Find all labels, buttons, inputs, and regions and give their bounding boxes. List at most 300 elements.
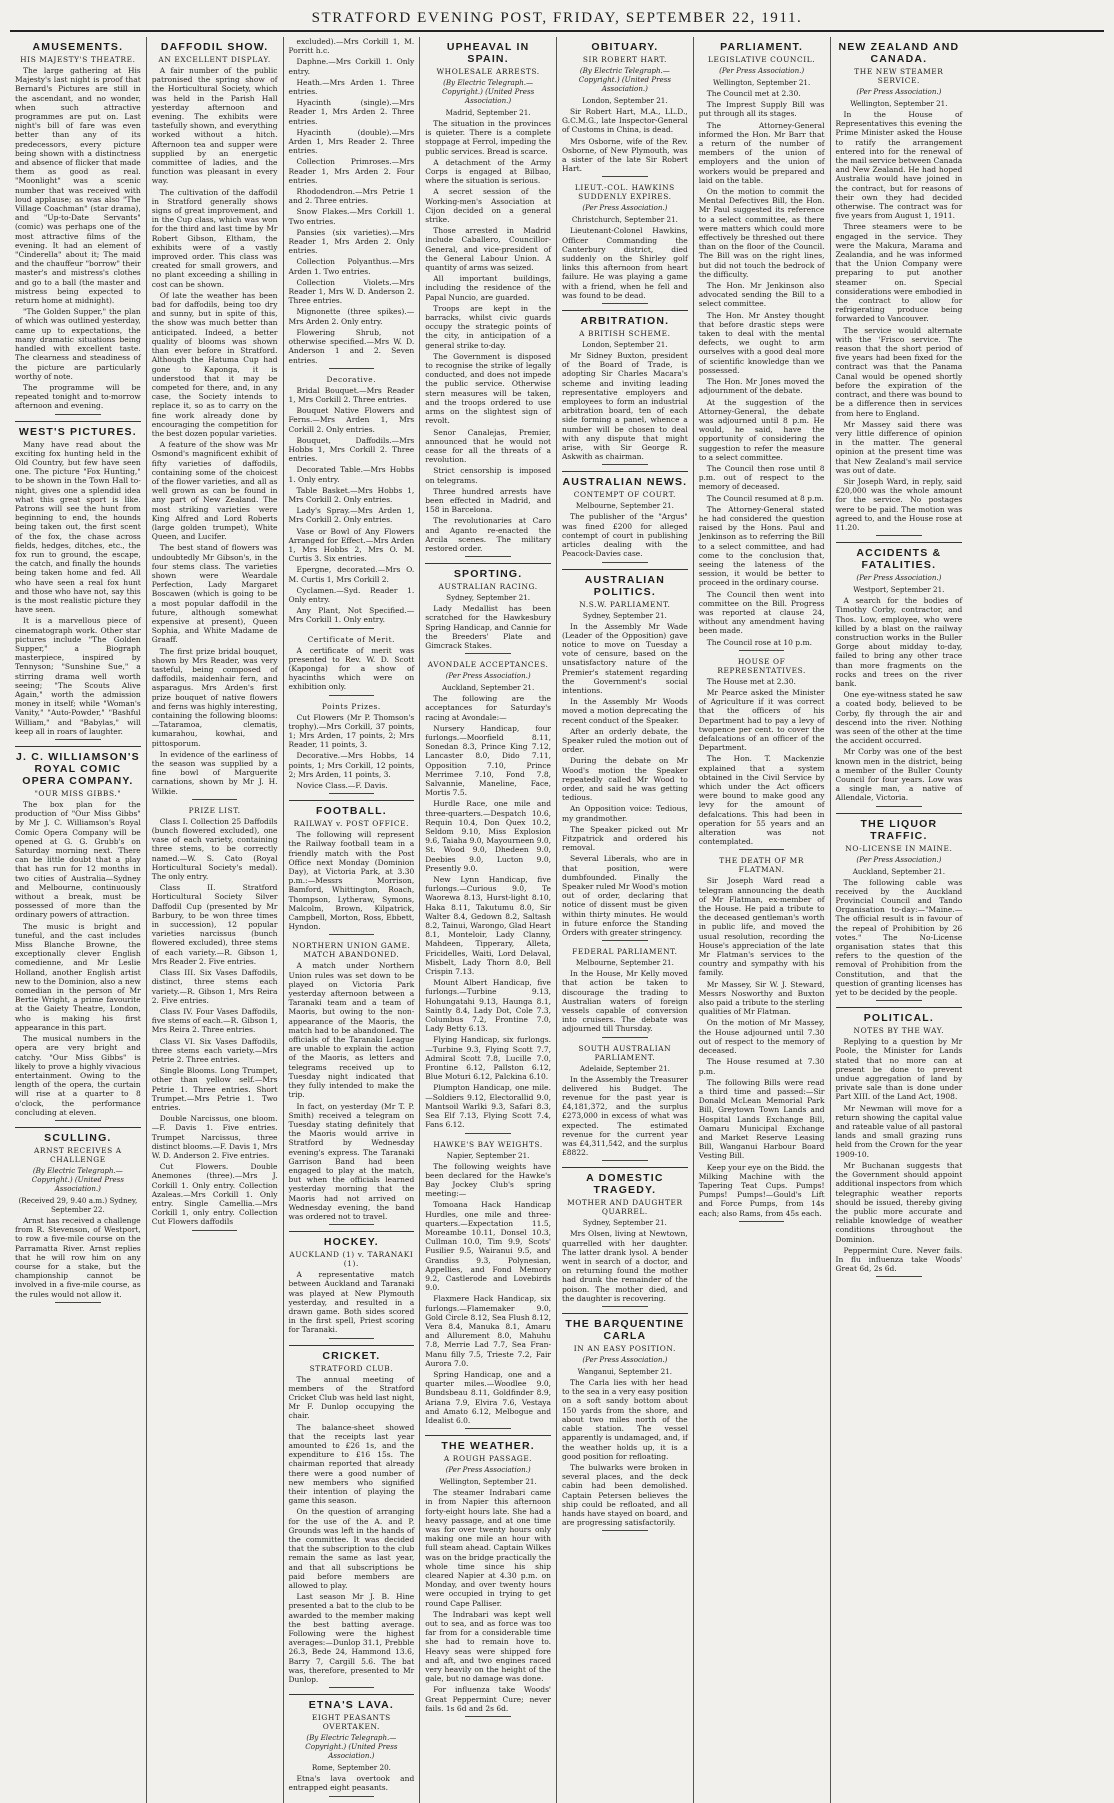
article-headline: AUSTRALIAN POLITICS. (562, 569, 688, 598)
article-paragraph: In the Assembly Mr Wade (Leader of the Opposition) gave notice to move on Tuesday a vote of censure, based on the unsatisfactory nature of the Premier's statement regarding the Government's social intentions. (562, 621, 688, 695)
article-paragraph: The music is bright and tuneful, and the cast includes Miss Blanche Browne, the exceptionally clever English comedienne, and Mr Leslie Holland, another English artist new to the Dominion, also a new comedian in the person of Mr Bertie Wright, a prime favourite at the Gaiety Theatre, London, who is making his first appearance in this part. (15, 921, 141, 1032)
article-source: (By Electric Telegraph.—Copyright.) (United Press Association.) (31, 1165, 124, 1193)
article-dateline: Adelaide, September 21. (579, 1063, 670, 1073)
article (289, 375, 415, 629)
columns-container (10, 37, 1104, 1793)
article (152, 806, 278, 1231)
article-paragraph: Strict censorship is imposed on telegrams. (425, 466, 551, 485)
article-paragraph: The bulwarks were broken in several places, and the deck cabin had been demolished. Captain Petersen believes the ship could be refloated, and all hands have stayed on board, and are progressing satisfactorily. (562, 1462, 688, 1528)
article-paragraph: A secret session of the Working-men's Association at Cijon decided on a general strike. (425, 187, 551, 225)
article-headline: THE BARQUENTINE CARLA (562, 1313, 688, 1342)
article-divider (602, 940, 647, 941)
article-subheading: HIS MAJESTY'S THEATRE. (20, 55, 136, 64)
article-dateline: (Received 29, 9.40 a.m.) Sydney, September 22. (18, 1195, 138, 1214)
article-paragraph: On the motion to commit the Mental Defectives Bill, the Hon. Mr Paul suggested its reference to a select committee, as there were matters which could more effectively be threshed out there than on the floor of the Council. The Bill was on the right lines, but did not touch the bedrock of the difficulty. (698, 187, 825, 279)
article-divider (329, 1224, 374, 1225)
article-paragraph: Single Blooms. Long Trumpet, other than yellow self.—Mrs Petrie 1. Three entries. Short Trumpet.—Mrs Petrie 1. Two entries. (151, 1066, 278, 1112)
article-body (562, 351, 688, 461)
article-dateline: Wellington, September 21. (850, 99, 948, 108)
article-paragraph: It is a marvellous piece of cinematograph work. Other star pictures include "The Golden Supper," a Biograph masterpiece, inspired by Tennyson; "Sunshine Sue," a stirring drama well worth seeing; "The Scouts Alive Again," worth the admission money in itself; while "Woman's Vanity," "Auto-Powder," "Bashful William," and "Babylas," will keep all in roars of laughter. (15, 616, 141, 736)
article-headline: CRICKET. (289, 1345, 415, 1362)
article-paragraph: Sir Robert Hart, M.A., LL.D., G.C.M.G., late Inspector-General of Customs in China, is dead. (562, 107, 688, 135)
article-headline: POLITICAL. (836, 1007, 963, 1024)
article-divider (465, 1716, 510, 1717)
article-divider (329, 1796, 374, 1797)
article-paragraph: Collection Primroses.—Mrs Reader 1, Mrs Arden 2. Four entries. (288, 157, 415, 185)
article-headline: AUSTRALIAN NEWS. (562, 471, 688, 488)
article-paragraph: Flaxmere Hack Handicap, six furlongs.—Flamemaker 9.0, Gold Circle 8.12, Sea Flush 8.12, Vera 8.4, Manuka 8.1, Amaru and Allurement 8.0, Mahuhu 7.8, Merrie Lad 7.7, Sea Fran-Manu filly 7.5, Trieste 7.2, Fair Aurora 7.0. (425, 1294, 551, 1368)
article-paragraph: Bouquet, Daffodils.—Mrs Hobbs 1, Mrs Corkill 2. Three entries. (288, 435, 415, 464)
article-subheading: FEDERAL PARLIAMENT. (572, 947, 678, 957)
article-divider (329, 793, 374, 794)
article-paragraph: The Hon. Mr Jenkinson also advocated sending the Bill to a select committee. (698, 281, 825, 309)
article (289, 1231, 415, 1338)
article-paragraph: A representative match between Auckland and Taranaki was played at New Plymouth yesterday, and resulted in a drawn game. Both sides scored in the first spell, Priest scoring for Taranaki. (288, 1270, 415, 1335)
article-divider (55, 739, 100, 740)
article-paragraph: A search for the bodies of Timothy Corby, contractor, and Thos. Low, employee, who were killed by a blast on the railway construction works in the Buller Gorge about midday to-day, failed to bring any other trace than more fragments on the rocks and trees on the river bank. (835, 596, 963, 688)
article-divider (465, 1428, 510, 1429)
article-body (562, 1229, 688, 1303)
article-headline: THE WEATHER. (425, 1435, 551, 1452)
article-paragraph: The Hon. Mr Anstey thought that before drastic steps were taken to deal with the mental defects, we ought to arm ourselves with a good deal more of scientific knowledge than we possessed. (698, 310, 825, 375)
article-paragraph: Sir Joseph Ward, in reply, said £20,000 was the whole amount for the service. No postages were to be paid. The motion was agreed to, and the House rose at 11.20. (835, 476, 963, 532)
article-headline: OBITUARY. (591, 41, 659, 53)
article-divider (329, 1338, 374, 1339)
article (562, 1044, 688, 1162)
article-subheading: WHOLESALE ARRESTS. (436, 67, 540, 76)
article-divider (602, 1530, 647, 1531)
article-paragraph: Flying Handicap, six furlongs.—Turbine 9.3, Flying Scott 7.7, Admiral Scott 7.8, Lucille 7.0, Frontine 6.12, Pallston 6.12, Blue Moturi 6.12, Palckina 6.10. (425, 1035, 551, 1082)
article-divider (192, 799, 237, 800)
article-dateline: London, September 21. (582, 340, 668, 350)
article-paragraph: The publisher of the "Argus" was fined £200 for alleged contempt of court in publishing articles dealing with the Peacock-Davies case. (562, 512, 688, 559)
article-divider (329, 628, 374, 629)
article-source: (Per Press Association.) (582, 203, 668, 213)
article-paragraph: In fact, on yesterday (Mr T. P. Smith) received a telegram on Tuesday stating definitely that the Maoris would arrive in Stratford by Wednesday evening's express. The Taranaki Garrison Band had been engaged to play at the match, but when the officials learned yesterday morning that the Maoris had not arrived on Wednesday evening, the band was ordered not to travel. (288, 1101, 415, 1221)
article-source: (Per Press Association.) (856, 573, 942, 583)
article (15, 41, 141, 415)
article-dateline: Sydney, September 21. (582, 1218, 667, 1228)
article (152, 41, 278, 800)
article-paragraph: Collection Polyanthus.—Mrs Arden 1. Two entries. (288, 257, 415, 276)
article-paragraph: New Lynn Handicap, five furlongs.—Curious 9.0, Te Waorewa 8.13, Hurst-light 8.10, Haka 8.11, Takutumu 8.0, Sir Walter 8.4, Gedown 8.2, Saltash 8.2, Tainui, Warongo, Glad Heart 8.1, Monteloir, Lady Clanny, Mahdeen, Tipperary, Alleta, Fricidelles, Waiti, Lord Delaval, Misbelt, Lady Thorn 8.0, Bell Crispin 7.13. (425, 875, 551, 977)
article-divider (55, 1120, 100, 1121)
article-subheading: PRIZE LIST. (188, 805, 241, 815)
article-dateline: Madrid, September 21. (445, 108, 531, 117)
article (836, 813, 963, 1002)
article-paragraph: Last season Mr J. B. Hine presented a bat to the club to be awarded to the member making the best batting average. Following were the highest averages:—Dunlop 31.1, Prebble 26.3, Bede 24, Hammond 13.6, Barry 7, Cargill 5.6. The bat was, therefore, presented to Mr Dunlop. (288, 1592, 415, 1685)
column-4 (420, 37, 557, 1803)
article-subheading: Points Prizes. (321, 701, 381, 711)
article-divider (192, 1230, 237, 1231)
article-dateline: Melbourne, September 21. (575, 501, 674, 511)
article-paragraph: Hyacinth (single).—Mrs Reader 1, Mrs Arden 2. Three entries. (288, 98, 415, 126)
article-divider (329, 695, 374, 696)
article-paragraph: Lady Medallist has been scratched for the Hawkesbury Spring Handicap, and Cannie for the Breeders' Plate and Gimcrack Stakes. (425, 604, 551, 650)
article-headline: SCULLING. (15, 1127, 141, 1144)
article-divider (602, 303, 647, 304)
column-2 (147, 37, 284, 1803)
article-paragraph: Decorated Table.—Mrs Hobbs 1. Only entry. (288, 465, 415, 484)
article-source: (Per Press Association.) (856, 854, 942, 864)
article-paragraph: The Hon. Mr Jones moved the adjournment of the debate. (698, 377, 825, 396)
article-paragraph: Daphne.—Mrs Corkill 1. Only entry. (288, 57, 415, 76)
article-paragraph: Mr Massey said there was very little difference of opinion in the matter. The general opinion at the present time was that New Zealand's mail service was out of date. (835, 419, 963, 475)
article-paragraph: Sir Joseph Ward read a telegram announcing the death of Mr Flatman, ex-member of the House. He paid a tribute to the deceased gentleman's worth in public life, and moved the usual resolution, recording the House's appreciation of the late Mr Flatman's services to the country and sympathy with his family. (698, 876, 825, 978)
article-paragraph: Mrs Olsen, living at Newtown, quarrelled with her daughter. The latter drank lysol. A bender went in search of a doctor, and on returning found the mother had drunk the remainder of the poison. The mother died, and the daughter is recovering. (562, 1229, 688, 1303)
article-paragraph: Several Liberals, who are in that position, were dumbfounded. Finally the Speaker ruled Mr Wood's motion out of order, declaring that notice of dissent must be given within thirty minutes. He would in future enforce the Standing Orders with greater stringency. (562, 854, 688, 937)
article-body (425, 694, 551, 1129)
article-paragraph: The Government is disposed to recognise the strike of legally conducted, and does not impede the public service. Otherwise stern measures will be taken, and the troops ordered to use arms on the slightest sign of revolt. (425, 351, 551, 426)
article-paragraph: A detachment of the Army Corps is engaged at Bilbao, where the situation is serious. (425, 157, 551, 186)
article-body (289, 646, 415, 692)
article-dateline: Christchurch, September 21. (571, 215, 678, 225)
article-subheading: NORTHERN UNION GAME. MATCH ABANDONED. (292, 941, 411, 960)
article-source: (By Electric Telegraph.—Copyright.) (United Press Association.) (305, 1733, 398, 1761)
article-divider (602, 1160, 647, 1161)
article-paragraph: Class VI. Six Vases Daffodils, three stems each variety.—Mrs Petrie 2. Three entries. (151, 1036, 278, 1064)
article (289, 1694, 415, 1796)
article-paragraph: Keep your eye on the Bidd. the Milking Machine with the Tapering Teat Cups. Pumps! Pumps! Pumps!—Gould's Lift and Force Pumps, from 14s each; also Rams, from 45s each. (698, 1162, 825, 1218)
article-paragraph: Many have read about the exciting fox hunting held in the Old Country, but few have seen one. The picture "Fox Hunting," to be shown in the Town Hall to-night, gives one a splendid idea what this great sport is like. Patrons will see the hunt from beginning to end, the hounds being taken out, the first scent of the fox, the chase across fields, hedges, ditches, etc., the fox run to ground, the escape, the catch, and finally the hounds being taken home and fed. All who have seen a real fox hunt and those who have not, say this is the most realistic picture they have seen. (15, 439, 141, 615)
article-subheading: IN AN EASY POSITION. (573, 1344, 676, 1354)
article-body (836, 1037, 963, 1273)
article (699, 41, 825, 651)
article-paragraph: In evidence of the earliness of the season was supplied by a fine bowl of Marguerite carnations, shown by Mr J. H. Wilkie. (151, 749, 278, 796)
article-dateline: Napier, September 21. (446, 1150, 530, 1160)
article-paragraph: Hurdle Race, one mile and three-quarters.—Despatch 10.6, Requin 10.4, Don Quex 10.2, Seldom 9.10, Miss Explosion 9.6, Taiaha 9.0, Mayourneen 9.0, St. Wood 9.0, Dhedeen 9.0, Deebies 9.0, Lucton 9.0, Presently 9.0. (425, 799, 551, 873)
article-paragraph: A match under Northern Union rules was set down to be played on Victoria Park yesterday afternoon between a Taranaki team and a team of Maoris, but owing to the non-appearance of the Maoris, the match had to be abandoned. The officials of the Taranaki League are unable to explain the action of the Maoris, as letters and telegrams received up to Tuesday night indicated that they fully intended to make the trip. (288, 961, 415, 1100)
article-paragraph: Tomoana Hack Handicap Hurdles, one mile and three-quarters.—Expectation 11.5, Moreambe 10.11, Donsel 10.3, Cullman 10.0, Tim 9.9, Scots' Fusilier 9.5, Wairanui 9.5, and Grandiss 9.3, Polynesian, Appellies, and Fond Memory 9.2, Castlerode and Lovebirds 9.0. (425, 1200, 551, 1293)
article-source: (Per Press Association.) (856, 87, 942, 96)
article-source: (Per Press Association.) (719, 66, 805, 75)
article-body (699, 89, 825, 647)
article-paragraph: Mount Albert Handicap, five furlongs.—Turbine 9.13, Hohungatahi 9.13, Haunga 8.1, Saintly 8.4, Lady Dot, Cole 7.3, Columbus 7.2, Frontine 7.0, Lady Betty 6.13. (425, 978, 551, 1034)
article-paragraph: The Council resumed at 8 p.m. (706, 493, 824, 503)
article-paragraph: Vase or Bowl of Any Flowers Arranged for Effect.—Mrs Arden 1, Mrs Hobbs 2, Mrs O. M. Curtis 3. Six entries. (288, 526, 415, 564)
article (562, 310, 688, 465)
article-paragraph: The Speaker picked out Mr Fitzpatrick and ordered his removal. (562, 824, 688, 853)
column-3 (284, 37, 421, 1803)
article (836, 542, 963, 806)
article-paragraph: The large gathering at His Majesty's last night is proof that Bernard's Pictures are still in the ascendant, and no wonder, when such attractive programmes are put on. Last night's bill of fare was even better than any of its predecessors, every picture being shown with a distinctness and absence of flicker that made them as good as real. "Moonlight" was a scenic number that was received with loud applause; as was also "The Village Coachman" (star drama), and "Up-to-Date Servants" (comic) was perhaps one of the most attractive films of the evening. It had an element of "Cinderella" about it; The maid and the chauffeur "borrow" their master's and mistress's clothes and go to a ball (the master and mistress being expected to return home at midnight). (15, 66, 141, 306)
article-subheading: THE DEATH OF MR FLATMAN. (719, 856, 804, 875)
article (699, 856, 825, 1221)
article-paragraph: The situation in the provinces is quieter. There is a complete stoppage at Ferrol, impeding the public services. Bread is scarce. (425, 119, 551, 156)
article-paragraph: "The Golden Supper," the plan of which was outlined yesterday, came up to expectations, the many dramatic situations being handled with excellent taste. The clearness and steadiness of the picture are particularly worthy of note. (15, 307, 141, 381)
article (289, 635, 415, 696)
article-headline: UPHEAVAL IN SPAIN. (446, 41, 530, 65)
article-subheading: MOTHER AND DAUGHTER QUARREL. (567, 1198, 683, 1217)
article-dateline: Sydney, September 21. (446, 593, 531, 603)
article-paragraph: An Opposition voice: Tedious, my grandmother. (562, 804, 688, 823)
article-paragraph: A fair number of the public patronised the spring show of the Horticultural Society, which was held in the Parish Hall yesterday afternoon and evening. The exhibits were tastefully shown, and everything worked without a hitch. Afternoon tea and supper were supplied by an energetic committee of ladies, and the function was pleasant in every way. (151, 66, 278, 186)
article-paragraph: Class IV. Four Vases Daffodils, five stems of each.—R. Gibson 1, Mrs Reira 2. Three entries. (151, 1006, 278, 1035)
article-paragraph: The House resumed at 7.30 p.m. (698, 1057, 825, 1076)
article-dateline: Auckland, September 21. (852, 866, 946, 876)
article-paragraph: Mr Sidney Buxton, president of the Board of Trade, is adopting Sir Charles Macara's scheme and inviting leading representative employers and employees to form an industrial arbitration board, ten of each side forming a panel, whence a number will be chosen to deal with any dispute that might arise, with Sir George R. Askwith as chairman. (562, 351, 688, 462)
article-divider (465, 653, 510, 654)
article-paragraph: The cultivation of the daffodil in Stratford generally shows signs of great improvement, and in the Cup class, which was won for the third and last time by Mr Robert Gibson, Eltham, the exhibits were of a vastly improved order. This class was created for small growers, and no plant exceeding a shilling in cost can be shown. (151, 187, 278, 289)
article (836, 41, 963, 536)
article-body (152, 66, 278, 796)
article-paragraph: Peppermint Cure. Never fails. In flu influenza take Woods' Great 6d, 2s 6d. (835, 1245, 963, 1274)
article-subheading: NO-LICENSE IN MAINE. (845, 843, 953, 853)
article-subheading: THE NEW STEAMER SERVICE. (854, 67, 944, 85)
article-body (15, 66, 141, 411)
article (425, 660, 551, 1133)
article-paragraph: The Attorney-General stated he had considered the question raised by the Hons. Paul and Jenkinson as to referring the Bill to a select committee, and had come to the conclusion that, seeing the lateness of the session, it would be better to proceed in the ordinary course. (698, 504, 825, 588)
article-headline: HOCKEY. (289, 1231, 415, 1248)
article (562, 183, 688, 304)
article-paragraph: Three steamers were to be engaged in the service. They were the Makura, Marama and Zealandia, and he was informed that the Union Company were preparing to put another steamer on. Special considerations were embodied in the contract to allow for refrigerating produce being forwarded to Vancouver. (835, 222, 963, 324)
article-paragraph: The Council rose at 10 p.m. (706, 637, 812, 647)
article (562, 41, 688, 177)
article (699, 657, 825, 851)
article (425, 1435, 551, 1717)
article-headline: PARLIAMENT. (720, 41, 804, 53)
article-paragraph: Mr Newman will move for a return showing the capital value and rateable value of all pastoral lands and small grazing runs held from the Crown for the year 1909-10. (835, 1103, 963, 1159)
article-paragraph: The Carla lies with her head to the sea in a very easy position on a soft sandy bottom about 150 yards from the shore, and about two miles north of the cable station. The vessel apparently is undamaged, and, if the weather holds up, it is a good position for refloating. (562, 1378, 688, 1461)
article-paragraph: Lady's Spray.—Mrs Arden 1, Mrs Corkill 2. Only entries. (288, 506, 415, 525)
article-subheading: HAWKE'S BAY WEIGHTS. (433, 1139, 543, 1149)
article-divider (55, 1302, 100, 1303)
article-paragraph: The box plan for the production of "Our Miss Gibbs" by Mr J. C. Williamson's Royal Comic Opera Company will be opened at G. G. Grubb's on Saturday morning next. There can be little doubt that a play that has run for 12 months in two cities of Australia—Sydney and Melbourne, continuously without a break, must be possessed of more than the ordinary powers of attraction. (15, 800, 141, 920)
article-divider (55, 414, 100, 415)
article-body (289, 1375, 415, 1685)
article-divider (876, 535, 922, 536)
article-paragraph: Mr Buchanan suggests that the Government should appoint additional inspectors from which telegraphic weather reports should be issued, thereby giving the public more accurate and reliable knowledge of weather conditions throughout the Dominion. (835, 1160, 963, 1244)
article-subheading: N.S.W. PARLIAMENT. (579, 599, 671, 609)
article-source: (By Electric Telegraph.—Copyright.) (United Press Association.) (442, 78, 535, 105)
article-paragraph: The following will represent the Railway football team in a friendly match with the Post Office next Monday (Dominion Day), at Victoria Park, at 3.30 p.m.:—Messrs Morrison, Bamford, Whittington, Roach, Thompson, Lytheraw, Symons, Malcolm, Brown, Kilpatrick, Campbell, Morton, Ross, Ebbett, Hyndon. (288, 830, 415, 932)
article-subheading: SIR ROBERT HART. (582, 55, 667, 64)
article-paragraph: Class II. Stratford Horticultural Society Silver Daffodil Cup (presented by Mr Barbury, to be won three times in succession), 12 popular varieties narcissus (bunch flowered excluded), three stems of each variety.—R. Gibson 1, Mrs Reader 2. Five entries. (151, 883, 278, 966)
article-paragraph: The programme will be repeated tonight and to-morrow afternoon and evening. (15, 382, 141, 411)
article-paragraph: Novice Class.—F. Davis. (296, 781, 388, 791)
article-paragraph: The following are the acceptances for Saturday's racing at Avondale:— (425, 694, 551, 722)
article-source: (By Electric Telegraph.—Copyright.) (United Press Association.) (578, 66, 671, 93)
article-paragraph: The following Bills were read a third time and passed:—Sir Donald McLean Memorial Park Bill, Greytown Town Lands and Hospital Lands Exchange Bill, Oamaru Municipal Exchange and Market Reserve Leasing Bill, Wanganui Harbour Board Vesting Bill. (698, 1077, 825, 1161)
article-paragraph: In the Assembly Mr Woods moved a motion deprecating the recent conduct of the Speaker. (562, 697, 688, 725)
article-paragraph: Mr Massey, Sir W. J. Steward, Messrs Nosworthy and Buxton also paid a tribute to the sterling qualities of Mr Flatman. (698, 979, 825, 1017)
article-divider (602, 176, 647, 177)
article-paragraph: Epergne, decorated.—Mrs O. M. Curtis 1, Mrs Corkill 2. (288, 565, 415, 584)
article-paragraph: The Hon. T. Mackenzie explained that a system obtained in the Civil Service by which under the Act officers were bound to make good any levy for the amount of defalcations. This had been in operation for 55 years and an alteration was not contemplated. (698, 754, 825, 847)
article-body (15, 800, 141, 1117)
article-divider (602, 464, 647, 465)
article-paragraph: Heath.—Mrs Arden 1. Three entries. (288, 77, 415, 97)
article-body (562, 969, 688, 1033)
article-headline: SPORTING. (425, 563, 551, 580)
article-divider (465, 556, 510, 557)
article-body (289, 961, 415, 1221)
article-body (289, 37, 415, 365)
article-subheading: A ROUGH PASSAGE. (443, 1454, 533, 1464)
article-headline: AMUSEMENTS. (32, 41, 124, 53)
article-paragraph: Mignonette (three spikes).—Mrs Arden 2. Only entry. (288, 307, 415, 326)
article (289, 941, 415, 1225)
article-paragraph: After an orderly debate, the Speaker ruled the motion out of order. (562, 726, 688, 755)
article-body (289, 830, 415, 931)
article-paragraph: Mrs Osborne, wife of the Rev. Osborne, of New Plymouth, was a sister of the late Sir Robert Hart. (562, 136, 688, 174)
article-dateline: Wellington, September 21. (439, 1477, 537, 1487)
article (289, 702, 415, 795)
article-body (562, 107, 688, 173)
article-paragraph: In the House, Mr Kelly moved that action be taken to discourage the trading to Australian waters of foreign vessels capable of conversion into cruisers. The debate was adjourned till Thursday. (562, 969, 688, 1034)
article-paragraph: The balance-sheet showed that the receipts last year amounted to £26 1s, and the expenditure to £16 15s. The chairman reported that already there were a good number of new members who signified their intention of playing the game this season. (288, 1422, 415, 1506)
article-divider (876, 1000, 922, 1001)
column-5 (557, 37, 694, 1803)
article-paragraph: Snow Flakes.—Mrs Corkill 1. Two entries. (288, 207, 415, 226)
article-headline: J. C. WILLIAMSON'S ROYAL COMIC OPERA COMPANY. (15, 746, 141, 787)
article-paragraph: The Council then went into committee on the Bill. Progress was reported at clause 24, without any amendment having been made. (698, 589, 825, 636)
article-source: (Per Press Association.) (445, 1465, 531, 1475)
article (425, 41, 551, 557)
article-headline: A DOMESTIC TRAGEDY. (562, 1167, 688, 1196)
article-body (836, 596, 963, 802)
article-body (15, 1216, 141, 1299)
article-subheading: AVONDALE ACCEPTANCES. (427, 660, 549, 670)
article-divider (876, 1276, 922, 1277)
article-paragraph: In the House of Representatives this evening the Prime Minister asked the House to ratify the arrangement entered into for the renewal of the mail service between Canada and New Zealand. He had hoped Australia would have joined in the contract, but for reasons of their own they had decided otherwise. The contract was for five years from August 1, 1911. (835, 110, 963, 221)
article-dateline: London, September 21. (582, 96, 668, 105)
article-headline: WEST'S PICTURES. (15, 421, 141, 438)
article-dateline: Wellington, September 21. (712, 78, 811, 87)
article-source: (Per Press Association.) (582, 1355, 668, 1365)
article-paragraph: Collection Violets.—Mrs Reader 1, Mrs W. D. Anderson 2. Three entries. (288, 277, 415, 306)
article-body (562, 226, 688, 300)
article-subheading: LIEUT.-COL. HAWKINS SUDDENLY EXPIRES. (574, 183, 675, 202)
article (562, 569, 688, 942)
article-paragraph: The Council met at 2.30. (706, 89, 801, 98)
article-paragraph: Etna's lava overtook and entrapped eight peasants. (288, 1774, 415, 1793)
article (15, 1127, 141, 1303)
article-divider (329, 1687, 374, 1688)
article-paragraph: Those arrested in Madrid include Caballero, Councillor-General, and vice-president of the General Labour Union. A quantity of arms was seized. (425, 226, 551, 273)
article-dateline: Auckland, September 21. (441, 683, 535, 693)
article-body (289, 386, 415, 625)
article-paragraph: The House met at 2.30. (706, 676, 796, 686)
article-divider (465, 1133, 510, 1134)
article-paragraph: Cut Flowers. Double Anemones (three).—Mrs J. Corkill 1. Only entry. Collection Azaleas.—Mrs Corkill 1. Only entry. Single Camellia.—Mrs Corkill 1, only entry. Collection Cut Flowers daffodils (151, 1162, 278, 1227)
masthead: STRATFORD EVENING POST, FRIDAY, SEPTEMBER 22, 1911. (10, 6, 1104, 32)
article-paragraph: In the Assembly the Treasurer delivered his Budget. The revenue for the past year is £4,181,372, and the surplus £273,000 in excess of what was expected. The estimated revenue for the current year was £4,311,542, and the surplus £8822. (562, 1074, 688, 1158)
article-divider (602, 562, 647, 563)
article-divider (739, 650, 784, 651)
article-paragraph: Cyclamen.—Syd. Reader 1. Only entry. (288, 585, 415, 604)
article (289, 800, 415, 935)
article-paragraph: Nursery Handicap, four furlongs.—Moorfield 8.11, Sonedan 8.3, Prince King 7.12, Lancaster 8.0, Dido 7.11, Opposition 7.10, Prince Merrimee 7.10, Fond 7.8, Salvannie, Maneline, Face, Mortis 7.5. (425, 723, 551, 798)
article-paragraph: excluded).—Mrs Corkill 1, M. Porritt h.c. (288, 37, 415, 56)
article-paragraph: During the debate on Mr Wood's motion the Speaker repeatedly called Mr Wood to order, and said he was getting tedious. (562, 756, 688, 803)
article (562, 471, 688, 562)
article-dateline: Sydney, September 21. (582, 610, 667, 620)
article-subheading: Decorative. (326, 374, 377, 384)
article-paragraph: At the suggestion of the Attorney-General, the debate was adjourned until 8 p.m. He would, he said, have the opportunity of considering the suggestion to refer the measure to a select committee. (698, 397, 825, 462)
article-paragraph: Bridal Bouquet.—Mrs Reader 1, Mrs Corkill 2. Three entries. (288, 385, 415, 404)
article-headline: ARBITRATION. (562, 310, 688, 327)
article-divider (739, 1221, 784, 1222)
column-7 (831, 37, 968, 1803)
article-divider (739, 849, 784, 850)
article-headline: DAFFODIL SHOW. (160, 41, 269, 53)
article-body (152, 817, 278, 1227)
article-divider (602, 1037, 647, 1038)
article-paragraph: Class I. Collection 25 Daffodils (bunch flowered excluded), one vase of each variety, containing three stems, to be correctly named.—W. S. Cato (Royal Horticultural Society's medal). The only entry. (151, 816, 278, 882)
article (425, 563, 551, 654)
article-subheading: EIGHT PEASANTS OVERTAKEN. (311, 1713, 391, 1732)
article-paragraph: Lieutenant-Colonel Hawkins, Officer Commanding the Canterbury district, died suddenly on the Shirley golf links this afternoon from heart failure. He was playing a game with a friend, when he fell and was found to be dead. (562, 226, 688, 300)
article-body (425, 1162, 551, 1426)
article-subheading: AUCKLAND (1) v. TARANAKI (1). (289, 1250, 414, 1269)
article-subheading: HOUSE OF REPRESENTATIVES. (717, 656, 806, 675)
article-divider (876, 806, 922, 807)
article-body (289, 1270, 415, 1334)
article-subheading: AN EXCELLENT DISPLAY. (158, 55, 271, 64)
article-subheading: SOUTH AUSTRALIAN PARLIAMENT. (578, 1043, 672, 1062)
article-headline: ETNA'S LAVA. (289, 1694, 415, 1711)
article-paragraph: The service would alternate with the 'Frisco service. The reason that the short period of five years had been fixed for the contract was that the Panama Canal would be opened shortly before the expiration of the contract, and there was bound to be a difference then in services from here to England. (835, 325, 963, 418)
article-subheading: A BRITISH SCHEME. (579, 329, 671, 339)
article-dateline: Melbourne, September 21. (575, 958, 674, 968)
article (289, 1345, 415, 1689)
article-paragraph: The Indrabari was kept well out to sea, and as force was too far from for a considerable time she had to remain hove to. Heavy seas were shipped fore and aft, and two engines raced very heavily on the height of the gale, but no damage was done. (425, 1609, 551, 1684)
article-paragraph: One eye-witness stated he saw a coated body, believed to be Corby, fly through the air and descend into the river. Nothing was seen of the other at the time the accident occurred. (835, 690, 963, 746)
article-subheading: "OUR MISS GIBBS." (34, 789, 122, 799)
article-body (289, 1774, 415, 1792)
article-paragraph: The musical numbers in the opera are very bright and catchy. "Our Miss Gibbs" is likely to prove a highly vivacious entertainment. Owing to the length of the opera, the curtain will rise at a quarter to 8 o'clock, the performance concluding at eleven. (15, 1034, 141, 1117)
article-paragraph: Mr Corby was one of the best known men in the district, being a member of the Buller County Council for four years. Low was a single man, a native of Allendale, Victoria. (835, 747, 963, 803)
article-dateline: Wanganui, September 21. (577, 1367, 673, 1377)
article-paragraph: Class III. Six Vases Daffodils, distinct, three stems each variety.—R. Gibson 1, Mrs Reira 2. Five entries. (151, 968, 278, 1005)
article-paragraph: Arnst has received a challenge from R. Stevenson, of Westport, to row a five-mile course on the Parramatta River. Arnst replies that he will row him on any course for a stake, but the championship cannot be involved in a five-mile course, as the rules would not allow it. (15, 1215, 141, 1299)
article (15, 421, 141, 741)
article-paragraph: The Attorney-General informed the Hon. Mr Barr that a return of the number of members of the union of employers and the union of workers would be prepared and laid on the table. (698, 120, 825, 185)
article-paragraph: Of late the weather has been bad for daffodils, being too dry and sunny, but in spite of this, the show was much better than anticipated. Indeed, a better quality of blooms was shown than ever before in Stratford. Although the Hatuma Cup had gone to Kaponga, it is understood that it may be competed for there, and, in any case, the Society intends to replace it, so as to carry on the fine work already done by encouraging the competition for the best dozen popular varieties. (151, 290, 278, 438)
article-divider (602, 1306, 647, 1307)
article-paragraph: The steamer Indrabari came in from Napier this afternoon forty-eight hours late. She had a heavy passage, and at one time was for over twenty hours only making one mile an hour with full steam ahead. Captain Wilkes was on the bridge practically the whole time since his ship cleared Napier at 4.30 p.m. on Monday, and over twenty hours were occupied in trying to get round Cape Palliser. (425, 1488, 551, 1608)
article-paragraph: The first prize bridal bouquet, shown by Mrs Reader, was very tasteful, being composed of daffodils, maidenhair fern, and asparagus. Mrs Arden's first prize bouquet of native flowers and ferns was highly interesting, containing the following blooms:—Tataramoa, clematis, kumarahou, kowhai, and pittosporum. (151, 646, 278, 748)
article (836, 1007, 963, 1277)
article-dateline: Westport, September 21. (853, 585, 945, 595)
article (289, 37, 415, 369)
article (562, 1313, 688, 1531)
article-paragraph: The following cable was received by the Auckland Provincial Council and Tando Organisation to-day:—"Maine.—The official result is in favour of the repeal of Prohibition by 26 votes." The No-License organisation states that this refers to the question of the removal of Prohibition from the Constitution, and that the question of granting licenses has yet to be decided by the people. (835, 877, 963, 998)
article-paragraph: Hyacinth (double).—Mrs Arden 1, Mrs Reader 2. Three entries. (288, 127, 415, 156)
article-divider (329, 934, 374, 935)
article-body (425, 119, 551, 553)
article-body (425, 604, 551, 650)
article (562, 947, 688, 1037)
article-body (699, 677, 825, 847)
article-paragraph: Senor Canalejas, Premier, announced that he would not cease for all the threats of a revolution. (425, 427, 551, 465)
article (15, 746, 141, 1121)
article-paragraph: Double Narcissus, one bloom.—F. Davis 1. Five entries. Trumpet Narcissus, three distinct blooms.—F. Davis 1, Mrs W. D. Anderson 2. Five entries. (151, 1114, 278, 1160)
article-paragraph: Troops are kept in the barracks, whilst civic guards occupy the strategic points of the city, in anticipation of a general strike to-day. (425, 303, 551, 350)
article-body (562, 1075, 688, 1158)
article-dateline: Rome, September 20. (311, 1763, 391, 1773)
article-headline: NEW ZEALAND AND CANADA. (838, 41, 960, 65)
article-paragraph: The Imprest Supply Bill was put through all its stages. (698, 100, 825, 119)
article-paragraph: Cut Flowers (Mr P. Thomson's trophy).—Mrs Corkill, 37 points, 1; Mrs Arden, 17 points, 2; Mrs Reader, 11 points, 3. (288, 712, 415, 750)
article-body (699, 876, 825, 1217)
column-1 (10, 37, 147, 1803)
article-paragraph: The Council then rose until 8 p.m. out of respect to the memory of deceased. (698, 463, 825, 492)
article-paragraph: Rhododendron.—Mrs Petrie 1 and 2. Three entries. (288, 187, 415, 206)
column-6 (694, 37, 831, 1803)
article-paragraph: Bouquet Native Flowers and Ferns.—Mrs Arden 1, Mrs Corkill 2. Only entries. (288, 406, 415, 434)
